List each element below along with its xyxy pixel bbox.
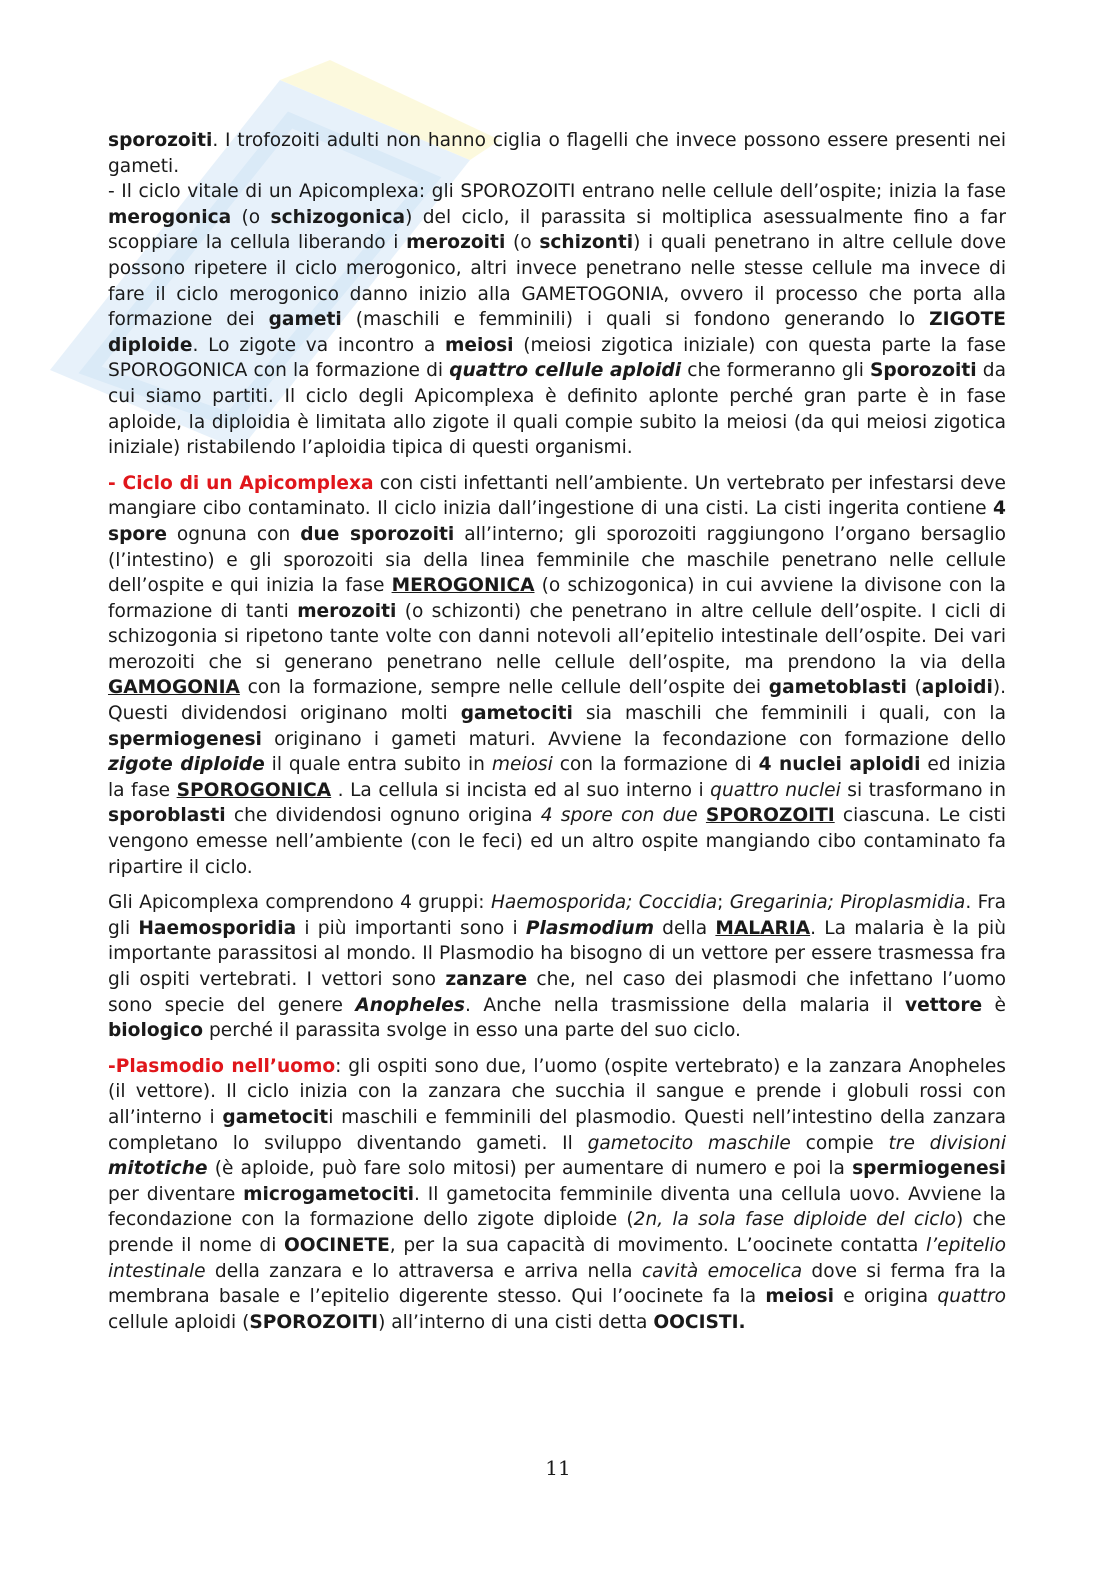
paragraph-ciclo-vitale [108,179,1006,461]
bold-term: spermiogenesi [852,1158,1006,1180]
italic-term: cavità emocelica [641,1260,803,1282]
bold-term: gametocit [222,1106,329,1128]
bold-term: gameti [268,309,342,331]
bold-term: ZIGOTE diploide [108,309,1006,356]
bold-term: sporozoiti [108,130,213,151]
italic-term: 4 spore con due [540,805,698,827]
bold-term: spermiogenesi [108,728,262,750]
text-run: che, nel caso dei plasmodi che infettano l’uomo sono specie del genere [108,969,1006,1016]
underlined-term: MEROGONICA [391,575,535,597]
text-run: (maschili e femminili) i quali si fondono generando lo [341,309,930,331]
page-number: 11 [545,1456,571,1480]
text-run: (o [505,232,540,254]
italic-term: quattro nuclei [710,779,841,801]
bold-term: OOCISTI. [653,1311,746,1333]
text-run: è [982,994,1006,1016]
text-run: . La cellula si incista ed al suo interno i [331,779,711,801]
section-heading: -Plasmodio nell’uomo [108,1055,336,1077]
bold-term: Haemosporidia [138,917,297,939]
text-run: che formeranno gli [681,360,870,382]
bold-term: zanzare [445,969,528,990]
bold-term: schizonti [539,232,634,254]
text-run: con la formazione di [552,754,759,776]
text-run: (o schizogonica) in cui avviene la divisone con la formazione di tanti [108,575,1007,622]
text-run: perché il parassita svolge in esso una parte del suo ciclo. [203,1020,741,1042]
text-run: (meiosi zigotica iniziale) con questa parte la fase SPOROGONICA con la formazione di [108,334,1006,382]
bold-term: due sporozoiti [300,523,455,545]
text-run: - Il ciclo vitale di un Apicomplexa: gli SPOROZOITI entrano nelle cellule dell’ospite; inizia la fase [108,181,1006,203]
bold-term: merogonica [108,206,232,228]
text-run: con cisti infettanti nell’ambiente. Un vertebrato per infestarsi deve mangiare cibo contaminato. Il ciclo inizia dall’ingestione di una cisti. La cisti ingerita contiene [108,472,1006,520]
italic-term: Gregarinia; Piroplasmidia [729,892,966,914]
bold-term: SPOROZOITI [249,1311,379,1333]
italic-term: meiosi [491,754,553,776]
text-run: ) che prende il nome di [108,1209,1006,1256]
text-run: che dividendosi ognuno origina [225,805,541,827]
text-run: ). Questi dividendosi originano molti [108,677,1006,725]
text-run: i maschili e femminili del plasmodio. Questi nell’intestino della zanzara completano lo sviluppo diventando gameti. Il [108,1106,1006,1154]
text-run: (o [231,206,271,228]
text-run: all’interno; gli sporozoiti raggiungono l’organo bersaglio (l’intestino) e gli sporozoiti sia della linea femminile che maschile penetrano nelle cellule dell’ospite e qui inizia la fase [108,523,1006,597]
bold-italic-term: Plasmodium [525,917,654,939]
bold-italic-term: Anopheles [355,994,465,1016]
text-run: ) all’interno di una cisti detta [378,1311,654,1333]
text-run: Gli Apicomplexa comprendono 4 gruppi: [108,892,491,914]
text-run: . Il gametocita femminile diventa una cellula uovo. Avviene la fecondazione con la formazione dello zigote diploide ( [108,1183,1007,1231]
text-run: . Fra gli [108,892,1006,939]
text-run: i più importanti sono i [296,917,526,939]
text-run: : gli ospiti sono due, l’uomo (ospite vertebrato) e la zanzara Anopheles (il vettore). Il ciclo inizia con la zanzara che succhia il sangue e prende i globuli rossi con all’interno i [108,1055,1006,1128]
text-run: compie [790,1132,889,1154]
text-run: (o schizonti) che penetrano in altre cellule dell’ospite. I cicli di schizogonia si ripetono tante volte con danni notevoli all’epitelio intestinale dell’ospite. Dei vari merozoiti che si generano penetrano nelle cellule dell’ospite, ma prendono la via della [108,600,1007,673]
bold-italic-term: zigote diploide [108,754,265,776]
section-heading: - Ciclo di un Apicomplexa [108,472,374,494]
text-run [698,805,706,826]
bold-term: biologico [108,1020,204,1042]
bold-term: gametoblasti [768,677,907,699]
text-run: della [653,917,716,939]
paragraph-sporozoiti-intro [108,128,1006,179]
bold-term: OOCINETE [283,1234,390,1256]
italic-term: quattro [937,1286,1006,1308]
bold-term: merozoiti [406,232,506,254]
text-run: ognuna con [166,523,301,545]
text-run: . La malaria è la più importante parassitosi al mondo. Il Plasmodio ha bisogno di un vettore per essere trasmessa fra gli ospiti vertebrati. I vettori sono [108,917,1006,990]
bold-term: 4 nuclei aploidi [758,754,921,776]
text-run: ciascuna. Le cisti vengono emesse nell’ambiente (con le feci) ed un altro ospite mangiando cibo contaminato fa ripartire il ciclo. [108,805,1006,878]
text-run: , per la sua capacità di movimento. L’oocinete contatta [389,1234,927,1256]
text-run: originano i gameti maturi. Avviene la fecondazione con formazione dello [261,728,1006,750]
italic-term: 2n, la sola fase diploide del ciclo [633,1209,957,1231]
paragraph-gruppi-apicomplexa [108,890,1006,1044]
bold-term: meiosi [765,1286,834,1308]
text-run: ) del ciclo, il parassita si moltiplica asessualmente fino a far scoppiare la cellula liberando i [108,206,1007,254]
bold-term: aploidi [921,677,993,699]
text-run: sia maschili che femminili i quali, con la [572,703,1006,725]
text-run: (è aploide, può fare solo mitosi) per aumentare di numero e poi la [207,1158,853,1180]
italic-term: tre divisioni [888,1132,1006,1154]
bold-term: microgametociti [243,1183,415,1205]
text-run: da cui siamo partiti. Il ciclo degli Apicomplexa è definito aplonte perché gran parte è in fase aploide, la diploidia è limitata allo zigote il quali compie subito la meiosi (da qui meiosi zigotica iniziale) ristabilendo l’aploidia tipica di questi organismi. [108,360,1006,459]
bold-term: vettore [905,994,983,1016]
bold-term: gametociti [460,703,573,725]
page-text [108,128,1006,1335]
text-run: della zanzara e lo attraversa e arriva nella [205,1260,642,1282]
text-run: il quale entra subito in [264,754,492,776]
underlined-term: MALARIA [715,917,811,939]
text-run: . I trofozoiti adulti non hanno ciglia o flagelli che invece possono essere presenti nei gameti. [108,130,1006,177]
underlined-term: SPOROZOITI [705,805,835,827]
text-run: ed inizia la fase [108,754,1007,801]
underlined-term: SPOROGONICA [176,779,332,801]
text-run: ) i quali penetrano in altre cellule dove possono ripetere il ciclo merogonico, altri invece penetrano nelle stesse cellule ma invece di fare il ciclo merogonico danno inizio alla GAMETOGONIA, ovvero il processo che porta alla formazione dei [108,232,1007,331]
bold-term: merozoiti [297,600,397,622]
italic-term: l’epitelio intestinale [108,1234,1006,1282]
bold-term: meiosi [444,334,514,356]
bold-term: Sporozoiti [870,360,977,382]
text-run: con la formazione, sempre nelle cellule dell’ospite dei [239,677,769,699]
italic-term: Haemosporida; Coccidia [490,892,718,914]
bold-term: sporoblasti [108,805,226,827]
underlined-term: GAMOGONIA [108,677,240,699]
text-run: . Anche nella trasmissione della malaria il [465,994,906,1016]
text-run: ; [717,892,730,914]
bold-italic-term: mitotiche [108,1158,208,1180]
paragraph-ciclo-cisti [108,471,1006,881]
text-run: e origina [834,1286,938,1308]
text-run: si trasformano in [840,779,1006,801]
bold-term: 4 spore [108,498,1006,545]
text-run: cellule aploidi ( [108,1311,250,1333]
bold-italic-term: quattro cellule aploidi [449,360,682,382]
text-run: . Lo zigote va incontro a [192,334,445,356]
text-run: per diventare [108,1183,244,1205]
paragraph-plasmodio-uomo [108,1054,1006,1336]
italic-term: gametocito maschile [587,1132,791,1154]
text-run: ( [906,677,922,699]
bold-term: schizogonica [270,206,406,228]
text-run: dove si ferma fra la membrana basale e l’epitelio digerente stesso. Qui l’oocinete fa la [108,1260,1007,1308]
